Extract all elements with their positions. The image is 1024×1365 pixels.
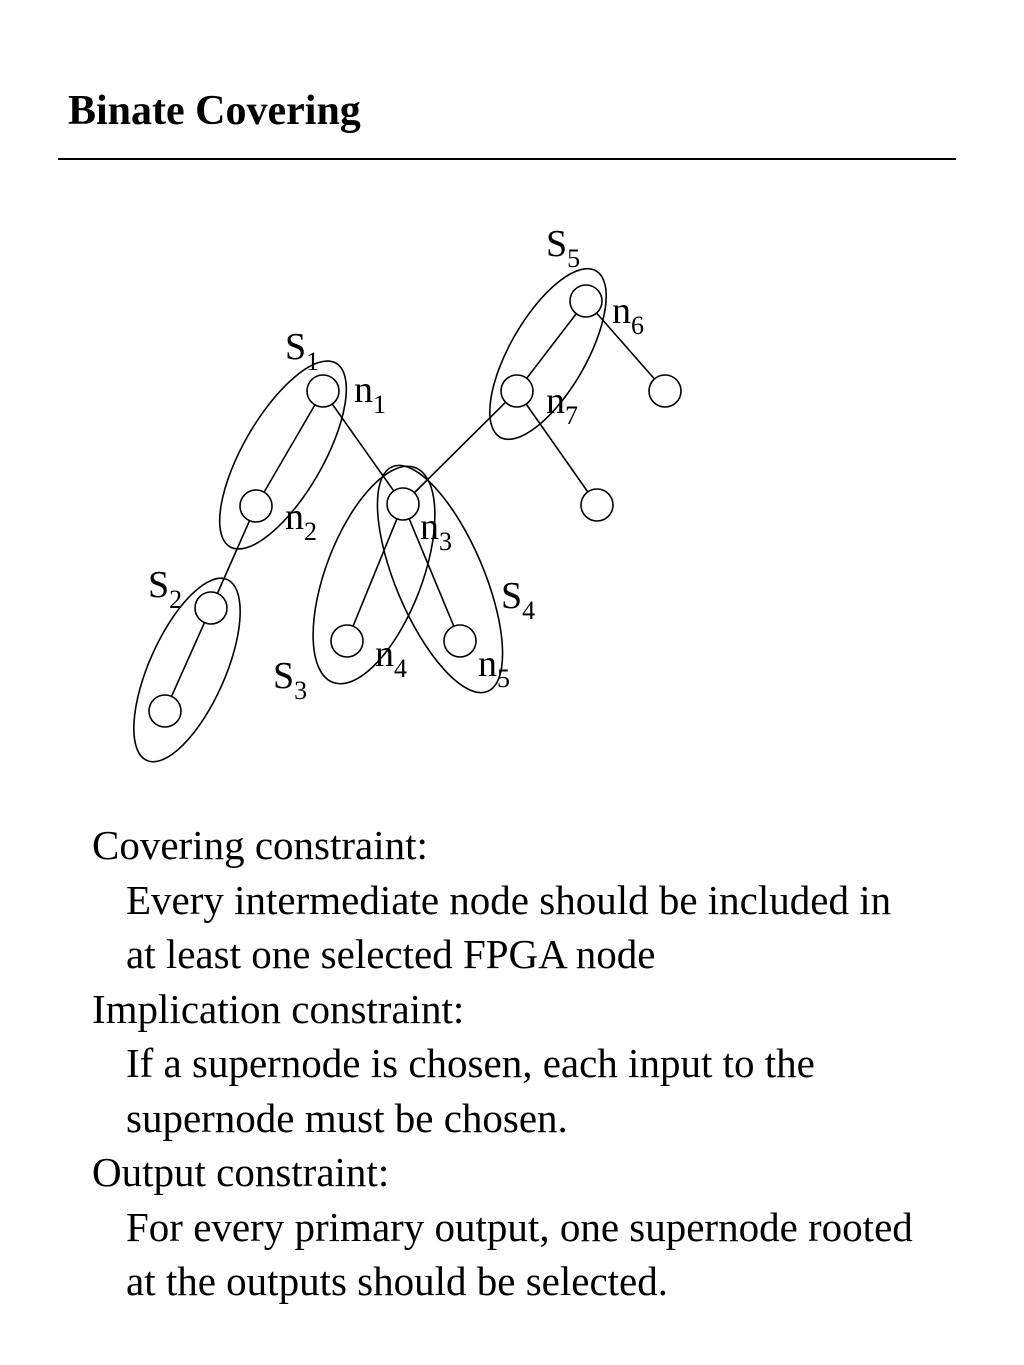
node-n3-circle bbox=[387, 488, 419, 520]
node-n7-label: $n_7$ bbox=[546, 380, 578, 430]
node-b-circle bbox=[149, 695, 181, 727]
constraint-text-line: supernode must be chosen. bbox=[126, 1094, 568, 1141]
constraint-implication bbox=[92, 982, 1012, 1146]
supernode-s2-ellipse bbox=[112, 564, 262, 776]
supernode-s3-label: $S_3$ bbox=[273, 655, 308, 705]
node-n4-label: $n_4$ bbox=[375, 633, 407, 683]
supernode-s1-label: $S_1$ bbox=[285, 326, 320, 376]
edge-a-b bbox=[165, 608, 211, 711]
constraint-covering bbox=[92, 818, 1012, 982]
supernode-s5-ellipse bbox=[467, 252, 629, 456]
constraint-text-line: at the outputs should be selected. bbox=[126, 1258, 668, 1304]
constraint-text-line: For every primary output, one supernode rooted bbox=[126, 1203, 913, 1250]
node-n7-circle bbox=[501, 375, 533, 407]
slide-title: Binate Covering bbox=[68, 88, 361, 134]
node-n1-label: $n_1$ bbox=[354, 369, 386, 419]
edge-n3-n4 bbox=[347, 504, 403, 641]
supernode-s2-label: $S_2$ bbox=[148, 564, 183, 614]
node-d-circle bbox=[581, 489, 613, 521]
edge-n3-n7 bbox=[403, 391, 517, 504]
constraint-text-line: If a supernode is chosen, each input to the bbox=[126, 1040, 815, 1086]
constraint-output bbox=[92, 1145, 1012, 1309]
node-n5-circle bbox=[444, 625, 476, 657]
node-c-circle bbox=[649, 375, 681, 407]
constraint-text-line: at least one selected FPGA node bbox=[126, 931, 656, 977]
supernode-s4-label: $S_4$ bbox=[501, 575, 536, 625]
supernode-s1-ellipse bbox=[195, 343, 370, 567]
node-n6-circle bbox=[570, 285, 602, 317]
node-n3-label: $n_3$ bbox=[420, 506, 452, 556]
constraint-text-line: Every intermediate node should be included in bbox=[126, 876, 892, 923]
supernode-s5-label: $S_5$ bbox=[546, 223, 581, 273]
constraint-heading: Output constraint: bbox=[92, 1149, 390, 1195]
node-n5-label: $n_5$ bbox=[478, 643, 510, 693]
node-n2-circle bbox=[240, 490, 272, 522]
constraint-heading: Implication constraint: bbox=[92, 985, 465, 1032]
constraint-heading: Covering constraint: bbox=[92, 822, 428, 868]
node-n2-label: $n_2$ bbox=[285, 496, 317, 546]
node-n6-label: $n_6$ bbox=[612, 290, 644, 340]
node-n4-circle bbox=[331, 625, 363, 657]
node-a-circle bbox=[195, 592, 227, 624]
node-n1-circle bbox=[307, 375, 339, 407]
constraints-list bbox=[92, 818, 1012, 1309]
